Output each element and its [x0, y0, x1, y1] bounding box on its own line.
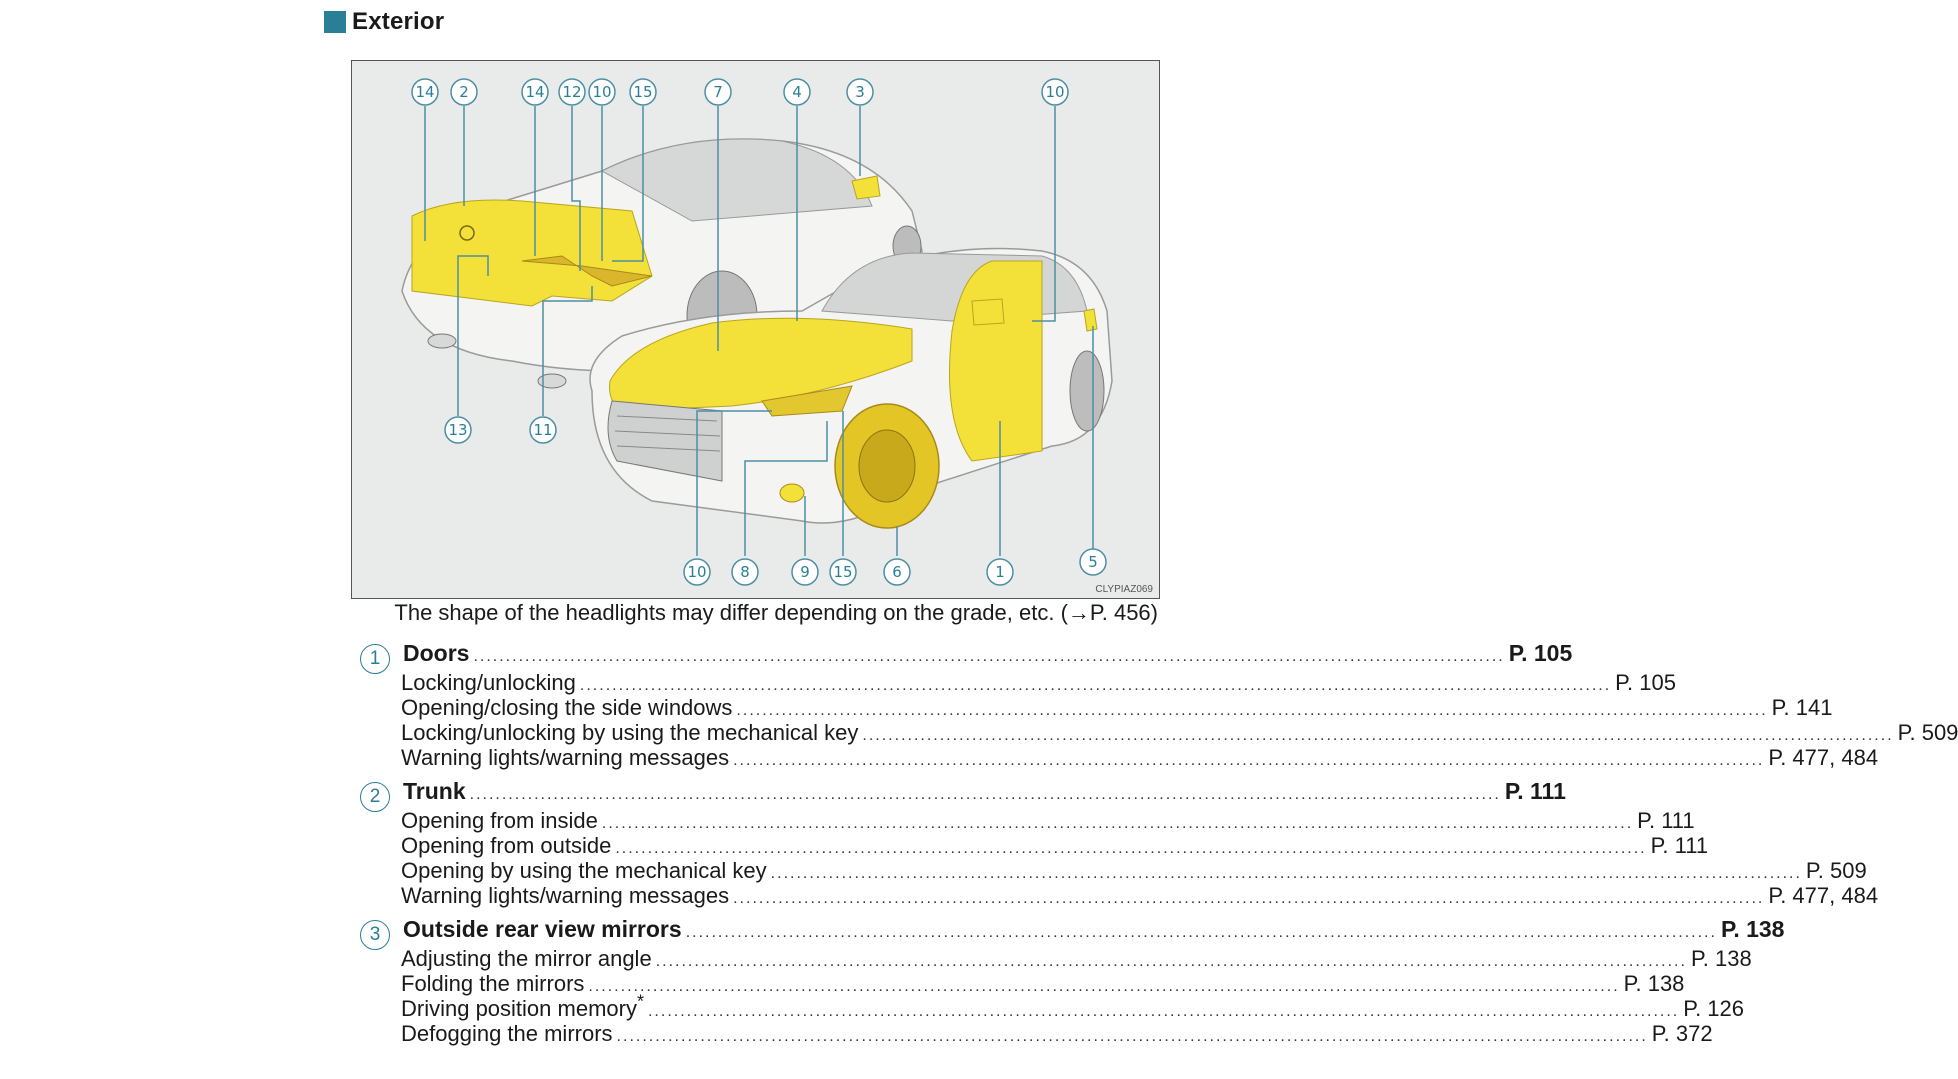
item-number: 2 — [360, 782, 390, 812]
car-illustration — [352, 61, 1159, 598]
svg-text:2: 2 — [459, 83, 469, 101]
toc-subentry[interactable]: Driving position memory* ..... P. 126 — [401, 996, 1744, 1021]
footnote-asterisk: * — [636, 991, 644, 1012]
svg-text:12: 12 — [562, 83, 582, 101]
toc-entry-mirrors[interactable]: Outside rear view mirrors ..... P. 138 — [403, 916, 1784, 943]
toc-entry-doors[interactable]: Doors ..... P. 105 — [403, 640, 1572, 667]
figure-caption: The shape of the headlights may differ depending on the grade, etc. (→P. 456) — [394, 600, 1158, 625]
callout-5 — [1080, 549, 1106, 575]
svg-text:15: 15 — [633, 83, 653, 101]
svg-text:8: 8 — [740, 563, 750, 581]
svg-text:14: 14 — [525, 83, 545, 101]
door-highlight — [950, 261, 1043, 461]
callout-2 — [451, 79, 477, 105]
toc-subentry[interactable]: Opening from inside ..... P. 111 — [401, 808, 1695, 833]
toc-subentry[interactable]: Opening by using the mechanical key ..... P. 509 — [401, 858, 1867, 883]
callout-10 — [1042, 79, 1068, 105]
callout-1 — [987, 559, 1013, 585]
toc-subentry[interactable]: Warning lights/warning messages ..... P. 477, 484 — [401, 745, 1878, 770]
toc-group-doors — [360, 640, 1958, 770]
toc-subentry[interactable]: Opening/closing the side windows ..... P. 141 — [401, 695, 1832, 720]
trunk-highlight — [412, 200, 652, 306]
svg-text:3: 3 — [855, 83, 865, 101]
callout-10 — [684, 559, 710, 585]
callout-4 — [784, 79, 810, 105]
toc-subentry[interactable]: Locking/unlocking ..... P. 105 — [401, 670, 1676, 695]
toc-subentry[interactable]: Opening from outside ..... P. 111 — [401, 833, 1708, 858]
section-title: Exterior — [352, 8, 445, 35]
section-marker-icon — [324, 11, 346, 33]
svg-text:9: 9 — [800, 563, 810, 581]
toc-subentry[interactable]: Defogging the mirrors ..... P. 372 — [401, 1021, 1713, 1046]
callout-14 — [522, 79, 548, 105]
svg-text:1: 1 — [995, 563, 1005, 581]
toc-subentry[interactable]: Folding the mirrors ..... P. 138 — [401, 971, 1684, 996]
callout-8 — [732, 559, 758, 585]
item-number: 1 — [360, 644, 390, 674]
svg-text:10: 10 — [592, 83, 612, 101]
front-mirror-highlight — [972, 299, 1004, 325]
svg-text:14: 14 — [415, 83, 435, 101]
callout-7 — [705, 79, 731, 105]
callout-11 — [530, 417, 556, 443]
toc-list — [360, 640, 1958, 1054]
callout-15 — [630, 79, 656, 105]
callout-13 — [445, 417, 471, 443]
svg-text:7: 7 — [713, 83, 723, 101]
callout-3 — [847, 79, 873, 105]
callout-9 — [792, 559, 818, 585]
section-header — [324, 8, 444, 36]
callout-14 — [412, 79, 438, 105]
callout-12 — [559, 79, 585, 105]
svg-text:10: 10 — [687, 563, 707, 581]
item-number: 3 — [360, 920, 390, 950]
toc-entry-trunk[interactable]: Trunk ..... P. 111 — [403, 778, 1566, 805]
callout-15 — [830, 559, 856, 585]
toc-group-trunk — [360, 778, 1879, 908]
callout-6 — [884, 559, 910, 585]
svg-text:10: 10 — [1045, 83, 1065, 101]
svg-text:4: 4 — [792, 83, 802, 101]
toc-subentry[interactable]: Adjusting the mirror angle ..... P. 138 — [401, 946, 1752, 971]
toc-subentry[interactable]: Locking/unlocking by using the mechanical key ..... P. 509 — [401, 720, 1958, 745]
exterior-figure — [351, 60, 1160, 599]
svg-text:13: 13 — [448, 421, 468, 439]
svg-text:15: 15 — [833, 563, 853, 581]
toc-subentry[interactable]: Warning lights/warning messages ..... P. 477, 484 — [401, 883, 1878, 908]
svg-text:5: 5 — [1088, 553, 1098, 571]
svg-text:11: 11 — [533, 421, 553, 439]
callout-10 — [589, 79, 615, 105]
toc-group-mirrors — [360, 916, 1785, 1046]
figure-code: CLYPIAZ069 — [1095, 584, 1153, 595]
svg-text:6: 6 — [892, 563, 902, 581]
